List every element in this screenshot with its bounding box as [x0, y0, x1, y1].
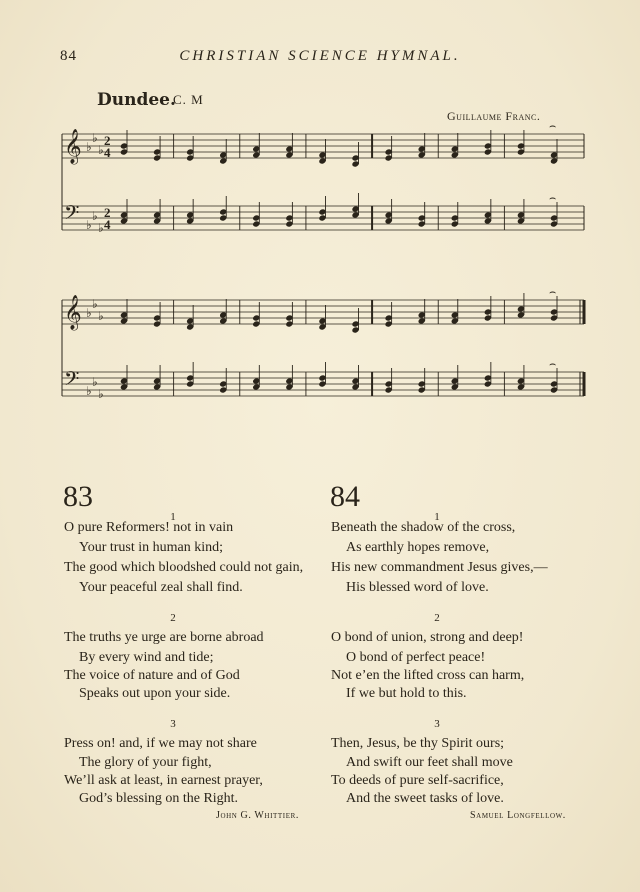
flat-icon: ♭	[92, 297, 98, 311]
verse-line: The good which bloodshed could not gain,	[64, 560, 304, 575]
flat-icon: ♭	[92, 375, 98, 389]
flat-icon: ♭	[98, 309, 104, 323]
hymn-author: John G. Whittier.	[216, 810, 299, 821]
verse-line: Beneath the shadow of the cross,	[331, 520, 516, 535]
hymn-number: 84	[330, 480, 360, 513]
verse-line: O bond of union, strong and deep!	[331, 630, 524, 645]
verse-line: Not e’en the lifted cross can harm,	[331, 668, 525, 683]
flat-icon: ♭	[86, 384, 92, 398]
time-signature-top: 2	[104, 133, 111, 148]
music-systems	[62, 119, 584, 401]
verse-line: If we but hold to this.	[346, 686, 467, 701]
treble-clef-icon: 𝄞	[64, 295, 82, 330]
time-signature-top: 2	[104, 205, 111, 220]
flat-icon: ♭	[92, 209, 98, 223]
bass-clef-icon: 𝄢	[64, 367, 80, 395]
stanza-number: 1	[170, 511, 176, 523]
flat-icon: ♭	[98, 387, 104, 401]
fermata-icon: ⌢	[549, 285, 557, 298]
verse-line: Your trust in human kind;	[79, 540, 224, 555]
verse-line: Your peaceful zeal shall find.	[79, 580, 243, 595]
hymn-author: Samuel Longfellow.	[470, 810, 566, 821]
stanza-number: 3	[170, 718, 176, 730]
music-system	[62, 119, 584, 235]
stanza-number: 1	[434, 511, 440, 523]
verse-line: Speaks out upon your side.	[79, 686, 231, 701]
flat-icon: ♭	[92, 131, 98, 145]
flat-icon: ♭	[86, 140, 92, 154]
fermata-icon: ⌢	[549, 191, 557, 204]
verse-line: His new commandment Jesus gives,—	[331, 560, 548, 575]
book-title: CHRISTIAN SCIENCE HYMNAL.	[179, 48, 461, 64]
verse-line: O pure Reformers! not in vain	[64, 520, 234, 535]
verse-line: And the sweet tasks of love.	[346, 791, 504, 806]
verse-line: O bond of perfect peace!	[346, 650, 486, 665]
flat-icon: ♭	[98, 221, 104, 235]
time-signature-bottom: 4	[104, 217, 111, 232]
tune-composer: Guillaume Franc.	[447, 109, 541, 123]
page-number: 84	[60, 48, 77, 64]
tune-name: Dundee.	[97, 90, 176, 110]
hymn-number: 83	[63, 480, 93, 513]
verse-line: We’ll ask at least, in earnest prayer,	[64, 773, 263, 788]
treble-clef-icon: 𝄞	[64, 129, 82, 164]
music-system	[62, 285, 584, 401]
stanza-number: 3	[434, 718, 440, 730]
fermata-icon: ⌢	[549, 119, 557, 132]
music-score	[0, 0, 640, 420]
time-signature-bottom: 4	[104, 145, 111, 160]
verse-line: Then, Jesus, be thy Spirit ours;	[331, 736, 505, 751]
verse-line: God’s blessing on the Right.	[79, 791, 239, 806]
verse-line: The glory of your fight,	[79, 755, 212, 770]
verse-line: By every wind and tide;	[79, 650, 214, 665]
fermata-icon: ⌢	[549, 357, 557, 370]
stanza-number: 2	[170, 612, 176, 624]
tune-meter: C. M	[173, 92, 204, 107]
flat-icon: ♭	[86, 306, 92, 320]
verse-line: The truths ye urge are borne abroad	[64, 630, 264, 645]
bass-clef-icon: 𝄢	[64, 201, 80, 229]
stanza-number: 2	[434, 612, 440, 624]
flat-icon: ♭	[98, 143, 104, 157]
verse-line: His blessed word of love.	[346, 580, 489, 595]
verse-line: To deeds of pure self-sacrifice,	[331, 773, 504, 788]
verse-line: The voice of nature and of God	[64, 668, 240, 683]
verse-line: As earthly hopes remove,	[346, 540, 490, 555]
flat-icon: ♭	[86, 218, 92, 232]
verse-line: Press on! and, if we may not share	[64, 736, 257, 751]
verse-line: And swift our feet shall move	[346, 755, 513, 770]
